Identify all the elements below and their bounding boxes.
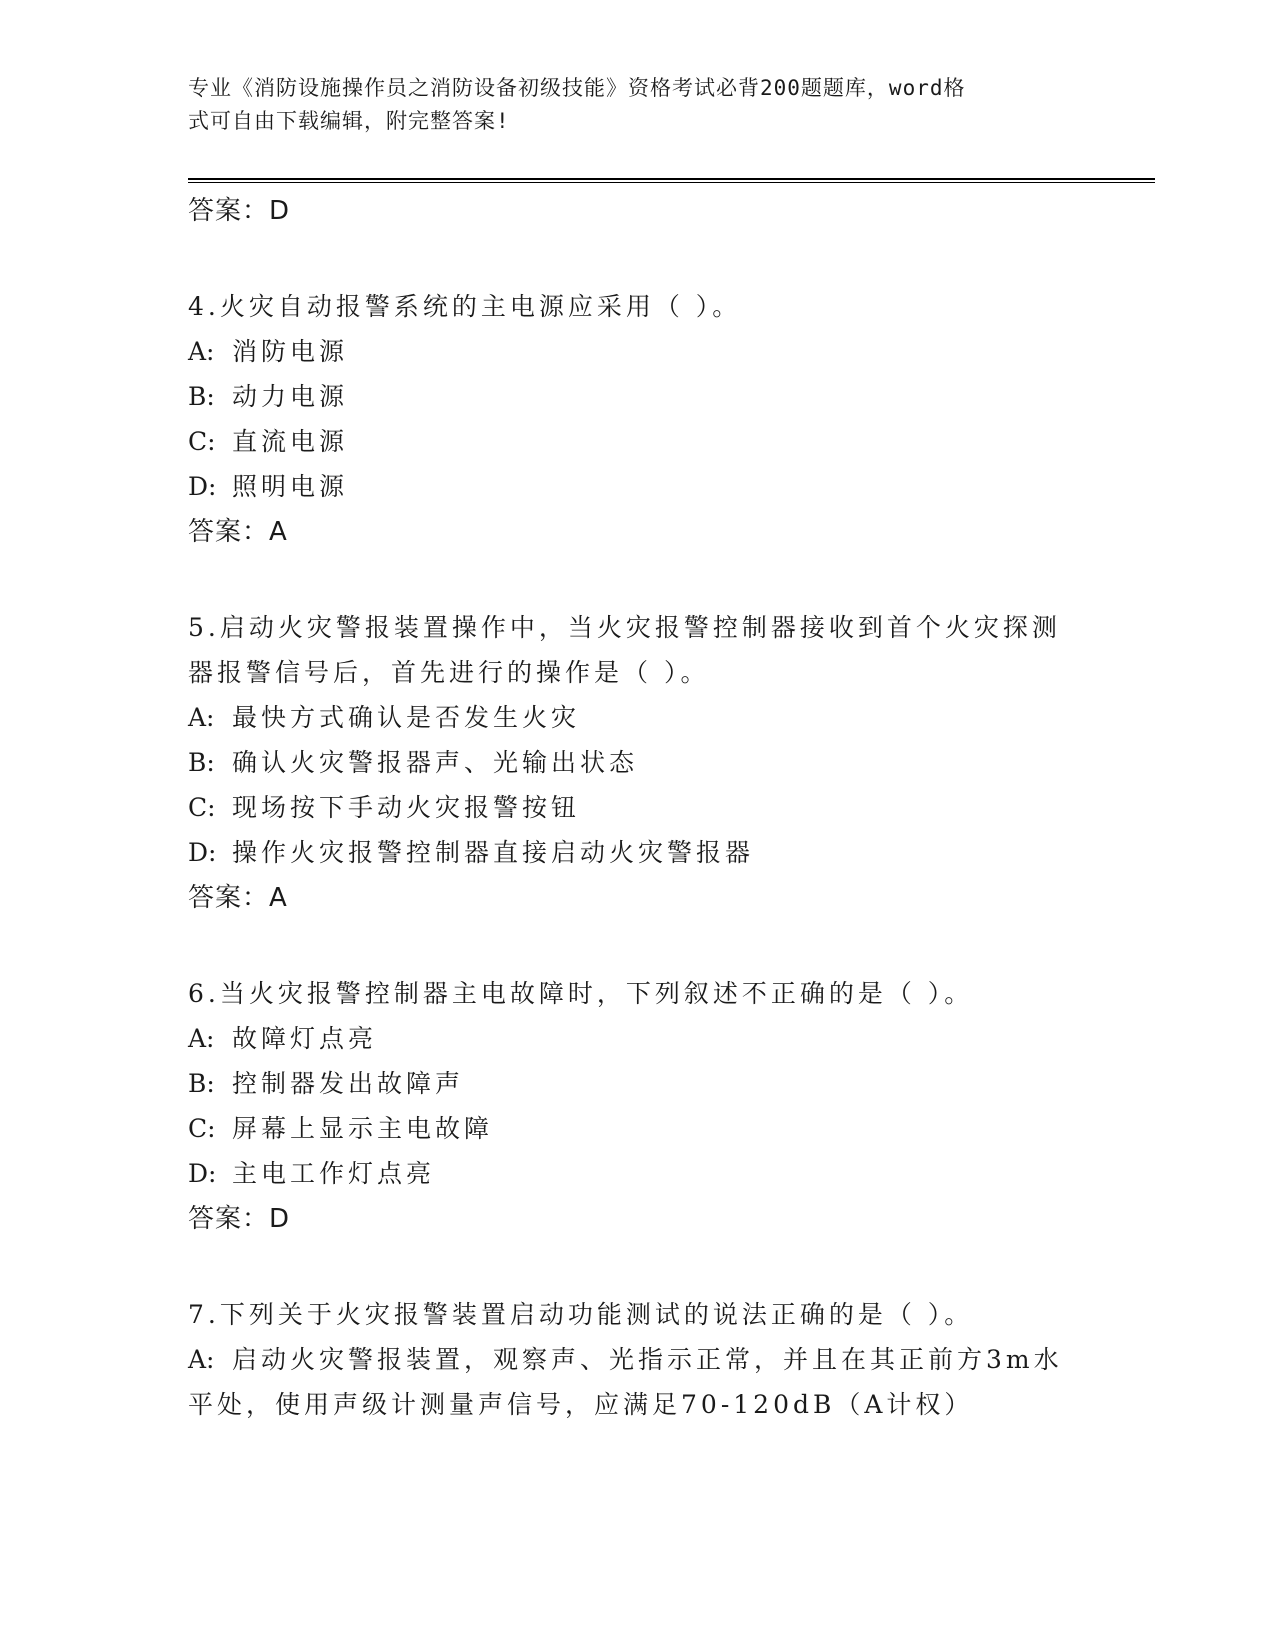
option-key: D: bbox=[188, 838, 217, 867]
answer-q4: 答案：A bbox=[188, 517, 288, 547]
option-text: 控制器发出故障声 bbox=[232, 1069, 465, 1098]
question-6-option-c bbox=[188, 1106, 1088, 1151]
answer-q6: 答案：D bbox=[188, 1204, 291, 1234]
option-key: A: bbox=[188, 703, 215, 732]
question-6-option-b bbox=[188, 1061, 1088, 1106]
question-4-option-a bbox=[188, 329, 1088, 374]
header-rule-thin bbox=[188, 182, 1155, 183]
option-text: 直流电源 bbox=[232, 427, 349, 456]
question-5-option-b bbox=[188, 740, 1088, 785]
option-key: C: bbox=[188, 427, 216, 456]
option-text: 消防电源 bbox=[232, 337, 349, 366]
answer-q3: 答案：D bbox=[188, 196, 291, 226]
question-4-option-b bbox=[188, 374, 1088, 419]
document-header bbox=[188, 72, 1068, 138]
header-rule-thick bbox=[188, 178, 1155, 180]
question-5-stem-line-1: 5.启动火灾警报装置操作中，当火灾报警控制器接收到首个火灾探测 bbox=[188, 613, 1061, 642]
option-text: 屏幕上显示主电故障 bbox=[232, 1114, 494, 1143]
question-4-stem: 4.火灾自动报警系统的主电源应采用（ ）。 bbox=[188, 292, 742, 321]
option-key: D: bbox=[188, 472, 217, 501]
option-key: A: bbox=[188, 1345, 215, 1374]
option-key: B: bbox=[188, 382, 215, 411]
option-key: C: bbox=[188, 793, 216, 822]
option-key: C: bbox=[188, 1114, 216, 1143]
question-6-option-a bbox=[188, 1016, 1088, 1061]
option-text: 确认火灾警报器声、光输出状态 bbox=[232, 748, 639, 777]
question-5 bbox=[188, 605, 1088, 921]
header-line-1: 专业《消防设施操作员之消防设备初级技能》资格考试必背200题题库，word格 bbox=[188, 76, 966, 100]
question-6 bbox=[188, 971, 1088, 1242]
question-7-option-a-continuation: 平处，使用声级计测量声信号，应满足70-120dB（A计权） bbox=[188, 1390, 974, 1419]
question-5-stem-line-2: 器报警信号后，首先进行的操作是（ ）。 bbox=[188, 658, 710, 687]
option-text: 动力电源 bbox=[232, 382, 349, 411]
header-line-2: 式可自由下载编辑，附完整答案! bbox=[188, 109, 510, 133]
option-key: A: bbox=[188, 337, 215, 366]
option-text: 启动火灾警报装置，观察声、光指示正常，并且在其正前方3m水 bbox=[232, 1345, 1063, 1374]
question-7-stem: 7.下列关于火灾报警装置启动功能测试的说法正确的是（ ）。 bbox=[188, 1300, 974, 1329]
question-list bbox=[188, 188, 1088, 1427]
option-text: 现场按下手动火灾报警按钮 bbox=[232, 793, 581, 822]
option-text: 操作火灾报警控制器直接启动火灾警报器 bbox=[232, 838, 755, 867]
option-key: A: bbox=[188, 1024, 215, 1053]
option-key: B: bbox=[188, 1069, 215, 1098]
question-5-option-a bbox=[188, 695, 1088, 740]
question-5-option-c bbox=[188, 785, 1088, 830]
option-text: 主电工作灯点亮 bbox=[232, 1159, 436, 1188]
question-6-stem: 6.当火灾报警控制器主电故障时，下列叙述不正确的是（ ）。 bbox=[188, 979, 974, 1008]
question-6-option-d bbox=[188, 1151, 1088, 1196]
question-4-option-c bbox=[188, 419, 1088, 464]
option-text: 最快方式确认是否发生火灾 bbox=[232, 703, 581, 732]
question-4-option-d bbox=[188, 464, 1088, 509]
question-5-option-d bbox=[188, 830, 1088, 875]
question-7-option-a bbox=[188, 1337, 1088, 1382]
option-key: B: bbox=[188, 748, 215, 777]
question-7 bbox=[188, 1292, 1088, 1427]
answer-q5: 答案：A bbox=[188, 883, 288, 913]
option-text: 照明电源 bbox=[232, 472, 349, 501]
option-key: D: bbox=[188, 1159, 217, 1188]
option-text: 故障灯点亮 bbox=[232, 1024, 378, 1053]
question-4 bbox=[188, 284, 1088, 555]
